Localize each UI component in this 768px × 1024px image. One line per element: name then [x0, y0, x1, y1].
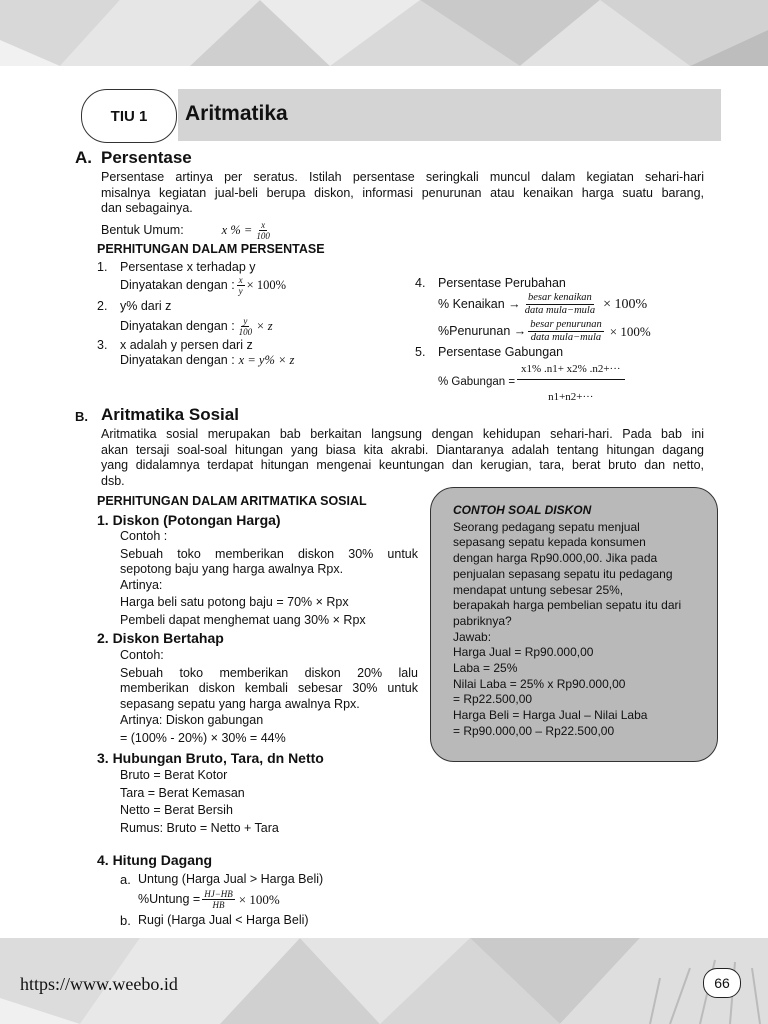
contoh-soal-title: CONTOH SOAL DISKON: [453, 503, 592, 517]
dagang-title: 4. Hitung Dagang: [97, 852, 213, 868]
dagang-b-label: b.: [120, 913, 131, 928]
perhitungan-persentase-title: PERHITUNGAN DALAM PERSENTASE: [97, 242, 325, 256]
contoh-line: Jawab:: [453, 629, 492, 644]
contoh-line: penjualan sepasang sepatu itu pedagang: [453, 566, 673, 581]
bruto-body: Bruto = Berat Kotor Tara = Berat Kemasan Netto = Berat Bersih Rumus: Bruto = Netto + Tara: [120, 768, 279, 835]
formula-fraction: $\frac{y}{100}$: [238, 316, 253, 337]
untung-formula: %Untung = $\frac{HJ-HB}{HB}$ × 100%: [138, 889, 280, 910]
intro-line: Persentase artinya per seratus. Istilah persentase seringkali muncul dalam kegiatan sehari-hari: [101, 170, 704, 184]
section-b-intro: [101, 427, 704, 489]
bertahap-title: 2. Diskon Bertahap: [97, 630, 224, 646]
contoh-line: berapakah harga pembelian sepatu itu dari: [453, 598, 682, 613]
contoh-line: dengan harga Rp90.000,00. Jika pada: [453, 551, 658, 566]
item-number: 2.: [97, 299, 108, 313]
item-label: Persentase Gabungan: [438, 345, 564, 359]
bertahap-body: Contoh: Sebuah toko memberikan diskon 20% lalu memberikan diskon kembali sebesar 30% untuk sepasang sepatu yang harga awalnya Rpx. Artinya: Diskon gabungan = (100% - 20%) × 30% = 44%: [120, 648, 418, 745]
contoh-soal-content: [453, 503, 715, 740]
top-decoration: [0, 0, 768, 66]
contoh-line: sepasang sepatu kepada konsumen: [453, 535, 646, 550]
section-a-intro: [101, 170, 704, 217]
dagang-b-text: Rugi (Harga Jual < Harga Beli): [138, 913, 309, 927]
intro-line: akan tersaji soal-soal hitungan yang biasa kita akrabi. Diantaranya adalah tentang hitungan dagang: [101, 442, 704, 457]
intro-line: Aritmatika sosial merupakan bab berkaitan langsung dengan kehidupan sehari-hari. Pada bab ini: [101, 427, 704, 441]
diskon-body: Contoh : Sebuah toko memberikan diskon 30% untuk sepotong baju yang harga awalnya Rpx. Artinya: Harga beli satu potong baju = 70% × Rpx Pembeli dapat menghemat uang 30% × Rpx: [120, 529, 418, 627]
item-number: 3.: [97, 338, 108, 352]
item-number: 5.: [415, 345, 426, 359]
item-formula: Dinyatakan dengan : x = y% × z: [120, 353, 295, 367]
intro-line: dan sebagainya.: [101, 201, 193, 215]
gabungan-fraction: $\frac{x1\% .n1+ x2\% .n2+\cdot\cdot\cdot}{n1+n2+\cdot\cdot\cdot}$: [517, 362, 624, 404]
dagang-a-text: Untung (Harga Jual > Harga Beli): [138, 872, 324, 886]
diskon-title: 1. Diskon (Potongan Harga): [97, 512, 281, 528]
intro-line: yang didalamnya terdapat hitungan mengenai keuntungan dan kerugian, tara, berat bruto dan netto,: [101, 458, 704, 472]
contoh-line: pabriknya?: [453, 613, 512, 628]
item-label: Persentase Perubahan: [438, 276, 566, 290]
contoh-line: Harga Beli = Harga Jual – Nilai Laba: [453, 708, 648, 723]
contoh-line: Nilai Laba = 25% x Rp90.000,00: [453, 676, 626, 691]
contoh-line: mendapat untung sebesar 25%,: [453, 582, 624, 597]
item-label: x adalah y persen dari z: [120, 338, 253, 352]
tiu-badge: TIU 1: [81, 89, 177, 143]
kenaikan-formula: % Kenaikan → $\frac{\text{besar kenaikan}}{\text{data mula−mula}}$ × 100%: [438, 292, 648, 316]
formula-fraction: $\frac{x}{y}$: [238, 275, 243, 296]
contoh-line: Seorang pedagang sepatu menjual: [453, 519, 640, 534]
gabungan-formula: % Gabungan = $\frac{x1\% .n1+ x2\% .n2+\cdot\cdot\cdot}{n1+n2+\cdot\cdot\cdot}$: [438, 362, 627, 404]
bentuk-label: Bentuk Umum:: [101, 222, 184, 237]
section-b-title: Aritmatika Sosial: [101, 405, 239, 424]
contoh-line: = Rp22.500,00: [453, 692, 533, 707]
section-b-marker: B.: [75, 409, 88, 424]
bentuk-umum: [101, 220, 274, 241]
item-formula: Dinyatakan dengan : $\frac{y}{100}$ × z: [120, 316, 273, 337]
item-number: 4.: [415, 276, 426, 290]
item-number: 1.: [97, 260, 108, 274]
kenaikan-fraction: $\frac{\text{besar kenaikan}}{\text{data mula−mula}}$: [524, 292, 596, 316]
item-label: Persentase x terhadap y: [120, 260, 256, 274]
bentuk-fraction: $\frac{x}{100}$: [256, 220, 270, 241]
perhitungan-sosial-title: PERHITUNGAN DALAM ARITMATIKA SOSIAL: [97, 494, 367, 508]
bentuk-lhs: x % =: [221, 222, 253, 237]
intro-line: misalnya kegiatan jual-beli berupa diskon, informasi penurunan atau kenaikan harga suatu barang,: [101, 185, 704, 200]
contoh-line: Harga Jual = Rp90.000,00: [453, 645, 594, 660]
intro-line: dsb.: [101, 473, 125, 488]
page-number: 66: [703, 968, 741, 998]
footer-url[interactable]: https://www.weebo.id: [20, 974, 178, 994]
section-a-title: Persentase: [101, 148, 192, 167]
item-formula: Dinyatakan dengan : $\frac{x}{y}$ × 100%: [120, 275, 287, 296]
untung-fraction: $\frac{HJ-HB}{HB}$: [204, 889, 233, 910]
page-title: Aritmatika: [185, 102, 288, 125]
penurunan-formula: %Penurunan → $\frac{\text{besar penurunan}}{\text{data mula−mula}}$ × 100%: [438, 319, 651, 343]
penurunan-fraction: $\frac{\text{besar penurunan}}{\text{data mula−mula}}$: [530, 319, 602, 343]
item-label: y% dari z: [120, 299, 172, 313]
dagang-a-label: a.: [120, 872, 131, 887]
contoh-line: Laba = 25%: [453, 661, 518, 676]
section-a-marker: A.: [75, 148, 92, 167]
bruto-title: 3. Hubungan Bruto, Tara, dn Netto: [97, 750, 324, 766]
contoh-line: = Rp90.000,00 – Rp22.500,00: [453, 723, 615, 738]
